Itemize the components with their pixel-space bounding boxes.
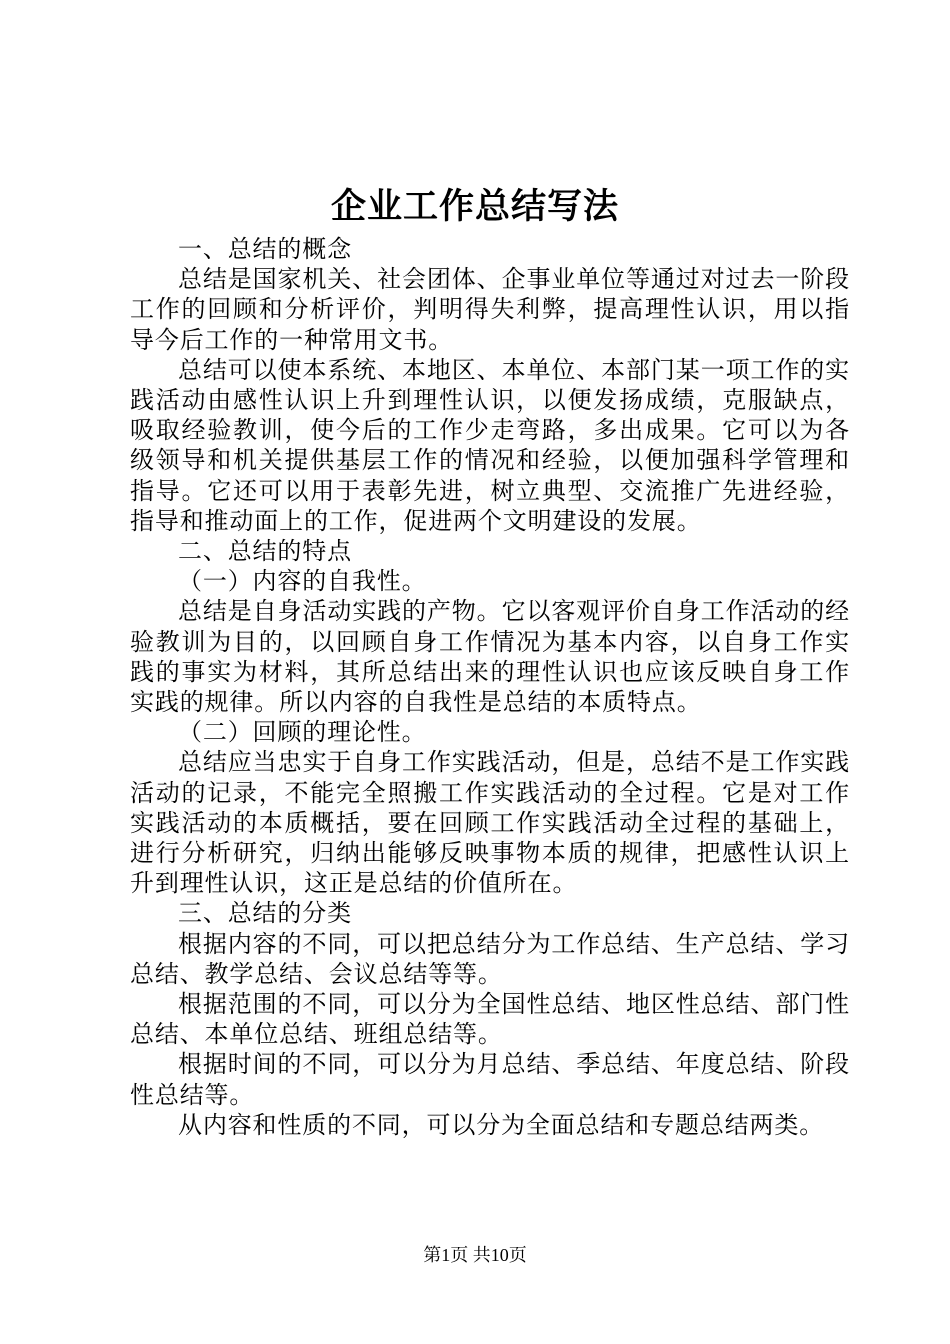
section-heading-categories: 三、总结的分类 [178, 899, 352, 928]
body-paragraph: 总结是国家机关、社会团体、企事业单位等通过对过去一阶段工作的回顾和分析评价，判明得失利弊，提高理性认识，用以指导今后工作的一种常用文书。 [130, 265, 850, 354]
section-heading-features: 二、总结的特点 [178, 537, 352, 566]
body-paragraph: 从内容和性质的不同，可以分为全面总结和专题总结两类。 [178, 1110, 825, 1139]
body-paragraph: 总结可以使本系统、本地区、本单位、本部门某一项工作的实践活动由感性认识上升到理性认识，以便发扬成绩，克服缺点，吸取经验教训，使今后的工作少走弯路，多出成果。它可以为各级领导和机关提供基层工作的情况和经验，以便加强科学管理和指导。它还可以用于表彰先进，树立典型、交流推广先进经验，指导和推动面上的工作，促进两个文明建设的发展。 [130, 355, 850, 535]
subsection-heading: （一）内容的自我性。 [178, 567, 427, 596]
body-paragraph: 根据内容的不同，可以把总结分为工作总结、生产总结、学习总结、教学总结、会议总结等等。 [130, 929, 850, 988]
body-paragraph: 总结是自身活动实践的产物。它以客观评价自身工作活动的经验教训为目的，以回顾自身工作情况为基本内容，以自身工作实践的事实为材料，其所总结出来的理性认识也应该反映自身工作实践的规律。所以内容的自我性是总结的本质特点。 [130, 597, 850, 717]
body-paragraph: 总结应当忠实于自身工作实践活动，但是，总结不是工作实践活动的记录，不能完全照搬工作实践活动的全过程。它是对工作实践活动的本质概括，要在回顾工作实践活动全过程的基础上，进行分析研究，归纳出能够反映事物本质的规律，把感性认识上升到理性认识，这正是总结的价值所在。 [130, 748, 850, 898]
page-number-footer: 第1页 共10页 [423, 1245, 527, 1265]
body-paragraph: 根据时间的不同，可以分为月总结、季总结、年度总结、阶段性总结等。 [130, 1050, 850, 1109]
body-paragraph: 根据范围的不同，可以分为全国性总结、地区性总结、部门性总结、本单位总结、班组总结等。 [130, 990, 850, 1049]
document-title: 企业工作总结写法 [330, 186, 619, 227]
subsection-heading: （二）回顾的理论性。 [178, 718, 427, 747]
section-heading-concept: 一、总结的概念 [178, 235, 352, 263]
document-body [130, 234, 850, 1140]
